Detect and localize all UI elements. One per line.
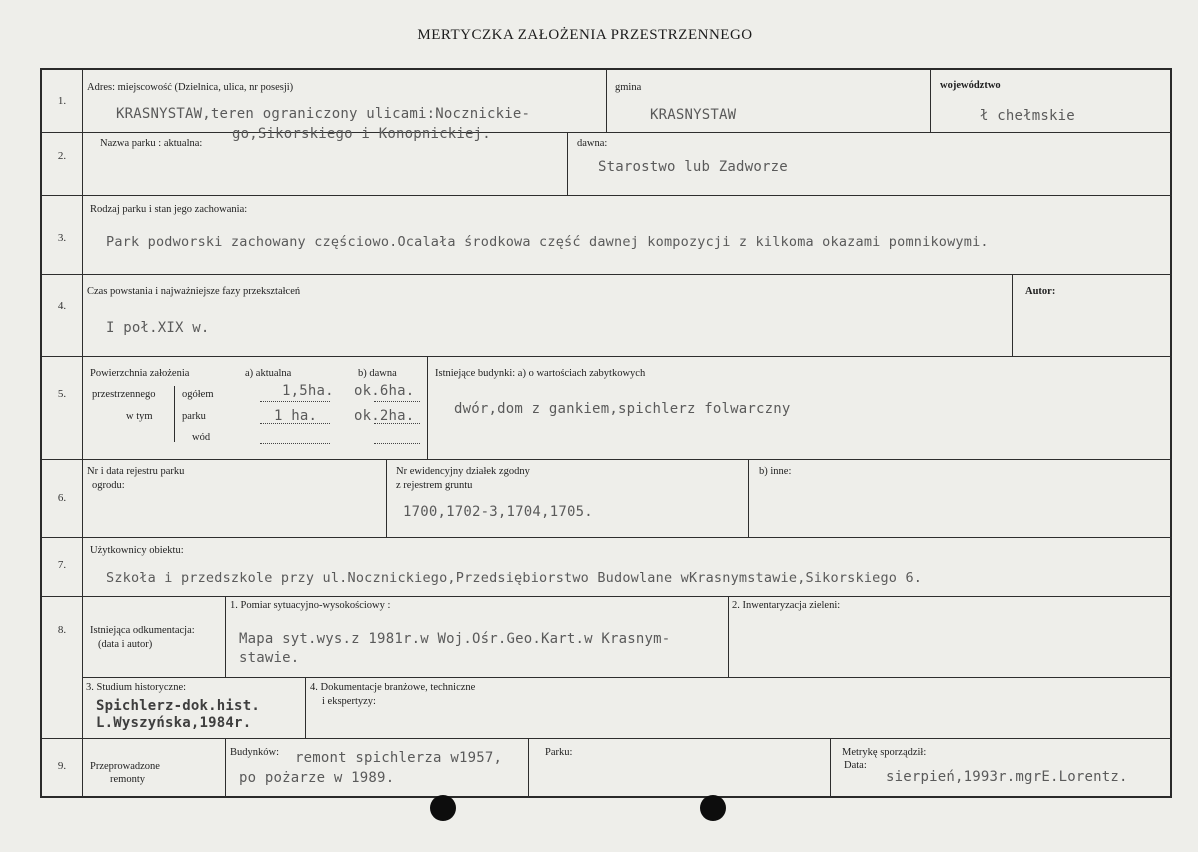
column-divider	[82, 70, 83, 798]
row-number: 9.	[57, 760, 67, 772]
address-value: KRASNYSTAW,teren ograniczony ulicami:Nocznickie-	[116, 106, 531, 122]
technical-docs-label-continued: i ekspertyzy:	[322, 696, 376, 707]
column-divider	[728, 596, 729, 677]
gmina-label: gmina	[615, 82, 642, 93]
historical-study-value-continued: L.Wyszyńska,1984r.	[96, 715, 252, 731]
registry-label-continued: ogrodu:	[92, 480, 125, 491]
area-water-label: wód	[192, 432, 211, 443]
row-divider	[42, 596, 1172, 597]
row-number: 7.	[57, 559, 67, 571]
greenery-inventory-label: 2. Inwentaryzacja zieleni:	[732, 600, 841, 611]
column-divider	[930, 70, 931, 132]
document-title: MERTYCZKA ZAŁOŻENIA PRZESTRZENNEGO	[417, 27, 753, 43]
row-number: 3.	[57, 232, 67, 244]
survey-value-continued: stawie.	[239, 650, 300, 666]
author-label: Autor:	[1025, 286, 1056, 297]
row-divider	[42, 274, 1172, 275]
gmina-value: KRASNYSTAW	[650, 107, 737, 123]
park-name-label: Nazwa parku : aktualna:	[100, 138, 203, 149]
users-label: Użytkownicy obiektu:	[90, 545, 184, 556]
registry-label: Nr i data rejestru parku	[87, 466, 185, 477]
park-type-label: Rodzaj parku i stan jego zachowania:	[90, 204, 248, 215]
parcels-label-continued: z rejestrem gruntu	[396, 480, 473, 491]
row-divider	[42, 356, 1172, 357]
row-divider	[42, 738, 1172, 739]
parcels-label: Nr ewidencyjny działek zgodny	[396, 466, 530, 477]
column-divider	[567, 132, 568, 195]
column-divider	[225, 738, 226, 798]
column-divider	[528, 738, 529, 798]
renovations-label-continued: remonty	[110, 774, 145, 785]
area-including-label: w tym	[126, 411, 153, 422]
wojewodztwo-value: ł chełmskie	[980, 108, 1075, 124]
record-card	[40, 68, 1172, 798]
row-number: 8.	[57, 624, 67, 636]
park-type-value: Park podworski zachowany częściowo.Ocalała środkowa część dawnej kompozycji z kilkoma okazami pomnikowymi.	[106, 234, 989, 250]
row-divider	[42, 537, 1172, 538]
area-former-label: b) dawna	[358, 368, 397, 379]
column-divider	[748, 459, 749, 537]
buildings-value: dwór,dom z gankiem,spichlerz folwarczny	[454, 401, 791, 417]
former-name-label: dawna:	[577, 138, 608, 149]
column-divider	[174, 386, 175, 442]
historical-study-value: Spichlerz-dok.hist.	[96, 698, 260, 714]
creation-time-label: Czas powstania i najważniejsze fazy przekształceń	[87, 286, 301, 297]
column-divider	[1012, 274, 1013, 356]
address-value-continued: go,Sikorskiego i Konopnickiej.	[232, 126, 491, 142]
dotted-field	[374, 443, 420, 444]
area-total-current-value: 1,5ha.	[282, 383, 334, 399]
wojewodztwo-label: województwo	[940, 80, 1001, 91]
row-number: 1.	[57, 95, 67, 107]
row-number: 2.	[57, 150, 67, 162]
survey-label: 1. Pomiar sytuacyjno-wysokościowy :	[230, 600, 391, 611]
parcels-value: 1700,1702-3,1704,1705.	[403, 504, 593, 520]
documentation-label-continued: (data i autor)	[98, 639, 153, 650]
area-park-label: parku	[182, 411, 206, 422]
technical-docs-label: 4. Dokumentacje branżowe, techniczne	[310, 682, 476, 693]
users-value: Szkoła i przedszkole przy ul.Nocznickiego,Przedsiębiorstwo Budowlane wKrasnymstawie,Sikorskiego 6.	[106, 570, 923, 586]
buildings-label: Istniejące budynki: a) o wartościach zabytkowych	[435, 368, 646, 379]
row-number: 5.	[57, 388, 67, 400]
punch-hole	[700, 795, 726, 821]
row-divider	[42, 459, 1172, 460]
buildings-renovation-value-continued: po pożarze w 1989.	[239, 770, 395, 786]
column-divider	[305, 677, 306, 738]
area-label: Powierzchnia założenia	[90, 368, 190, 379]
prepared-by-label: Metrykę sporządził:	[842, 747, 927, 758]
area-total-label: ogółem	[182, 389, 214, 400]
dotted-field	[260, 443, 330, 444]
former-name-value: Starostwo lub Zadworze	[598, 159, 788, 175]
historical-study-label: 3. Studium historyczne:	[86, 682, 187, 693]
prepared-by-value: sierpień,1993r.mgrE.Lorentz.	[886, 769, 1128, 785]
row-number: 6.	[57, 492, 67, 504]
survey-value: Mapa syt.wys.z 1981r.w Woj.Ośr.Geo.Kart.w Krasnym-	[239, 631, 671, 647]
other-label: b) inne:	[759, 466, 792, 477]
dotted-field	[374, 401, 420, 402]
column-divider	[606, 70, 607, 132]
column-divider	[830, 738, 831, 798]
renovations-label: Przeprowadzone	[90, 761, 160, 772]
row-number: 4.	[57, 300, 67, 312]
buildings-renovation-label: Budynków:	[230, 747, 280, 758]
punch-hole	[430, 795, 456, 821]
column-divider	[427, 356, 428, 459]
documentation-label: Istniejąca odkumentacja:	[90, 625, 195, 636]
area-spatial-label: przestrzennego	[92, 389, 156, 400]
area-park-current-value: 1 ha.	[274, 408, 318, 424]
address-label: Adres: miejscowość (Dzielnica, ulica, nr posesji)	[87, 82, 294, 93]
area-park-former-value: ok.2ha.	[354, 408, 415, 424]
park-renovation-label: Parku:	[545, 747, 573, 758]
dotted-field	[260, 401, 330, 402]
area-current-label: a) aktualna	[245, 368, 292, 379]
column-divider	[225, 596, 226, 677]
buildings-renovation-value: remont spichlerza w1957,	[295, 750, 503, 766]
date-label: Data:	[844, 760, 867, 771]
row-divider	[42, 132, 1172, 133]
column-divider	[386, 459, 387, 537]
creation-time-value: I poł.XIX w.	[106, 320, 210, 336]
area-total-former-value: ok.6ha.	[354, 383, 415, 399]
row-divider	[82, 677, 1172, 678]
row-divider	[42, 195, 1172, 196]
